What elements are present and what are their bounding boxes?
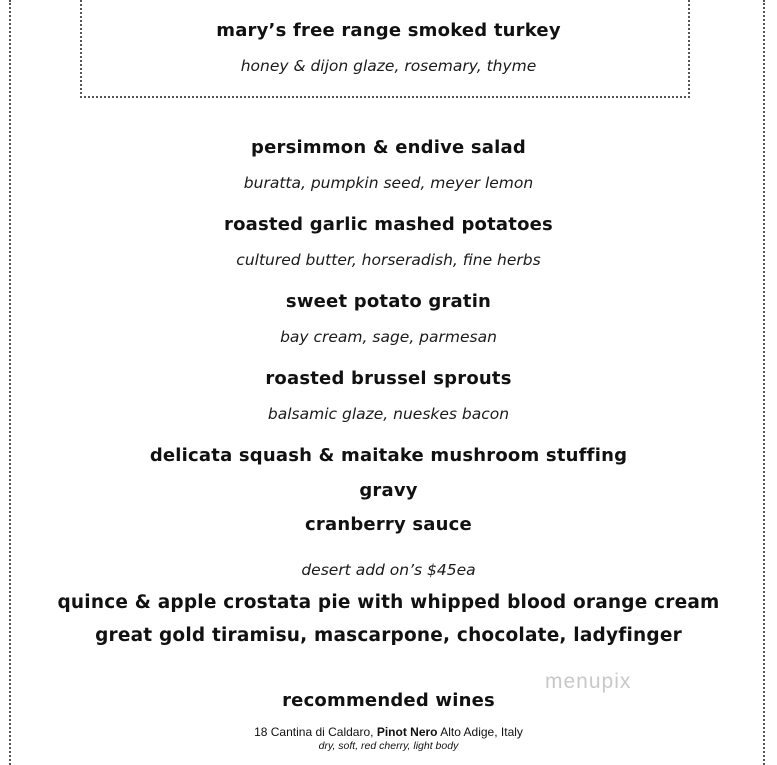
dish-description: balsamic glaze, nueskes bacon	[267, 405, 510, 423]
wine-line	[0, 725, 777, 739]
dish-title: sweet potato gratin	[285, 291, 492, 312]
dish-description: cultured butter, horseradish, fine herbs	[236, 251, 541, 269]
wine-note: dry, soft, red cherry, light body	[318, 740, 459, 752]
dish-description: bay cream, sage, parmesan	[280, 328, 497, 346]
extra-item: delicata squash & maitake mushroom stuffing	[149, 445, 628, 466]
wine-varietal: Pinot Nero	[376, 725, 438, 739]
dish-title: roasted brussel sprouts	[265, 368, 512, 389]
dish-title: roasted garlic mashed potatoes	[224, 214, 553, 235]
wine-region: Alto Adige, Italy	[440, 725, 523, 739]
wines-heading: recommended wines	[282, 690, 495, 711]
dessert-item: quince & apple crostata pie with whipped blood orange cream	[57, 592, 720, 613]
wine-prefix: 18 Cantina di Caldaro,	[254, 725, 374, 739]
dish-title: persimmon & endive salad	[251, 137, 526, 158]
featured-dish-description: honey & dijon glaze, rosemary, thyme	[240, 57, 537, 75]
dessert-heading: desert add on’s $45ea	[301, 561, 476, 579]
menupix-watermark: menupix	[545, 670, 632, 693]
featured-dish-title: mary’s free range smoked turkey	[216, 20, 561, 41]
extra-item: cranberry sauce	[305, 514, 472, 535]
dessert-item: great gold tiramisu, mascarpone, chocolate, ladyfinger	[95, 625, 682, 646]
dish-description: buratta, pumpkin seed, meyer lemon	[243, 174, 534, 192]
featured-dish-box	[80, 0, 690, 98]
extra-item: gravy	[359, 480, 418, 501]
